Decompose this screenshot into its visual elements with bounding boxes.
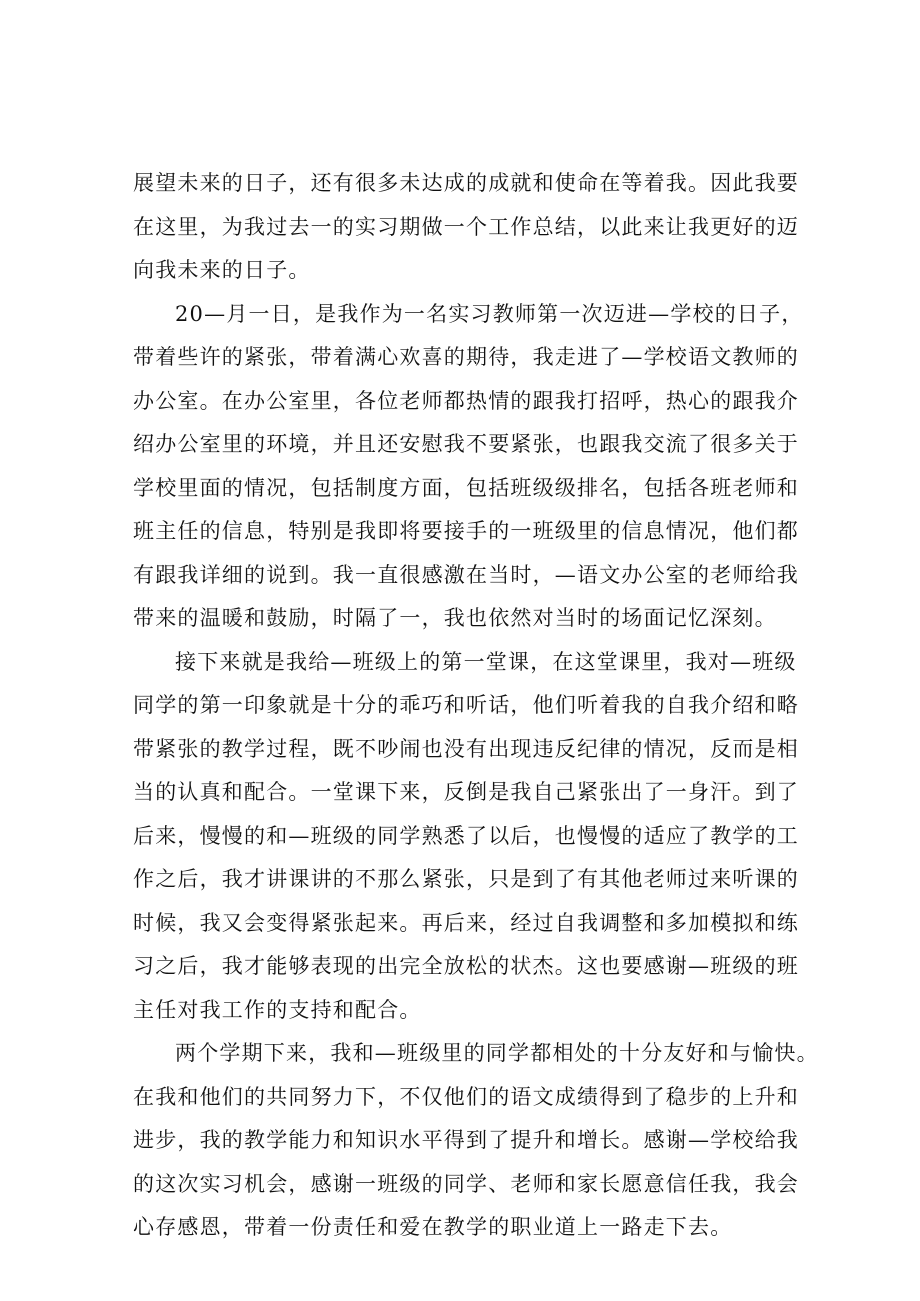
text-line: 的这次实习机会，感谢一班级的同学、老师和家长愿意信任我，我会 xyxy=(133,1171,799,1196)
text-line: 心存感恩，带着一份责任和爱在教学的职业道上一路走下去。 xyxy=(133,1215,733,1239)
paragraph-first-line: 20—月一日，是我作为一名实习教师第一次迈进—学校的日子， xyxy=(175,301,804,326)
text-line: 在我和他们的共同努力下，不仅他们的语文成绩得到了稳步的上升和 xyxy=(133,1084,799,1109)
text-line: 进步，我的教学能力和知识水平得到了提升和增长。感谢—学校给我 xyxy=(133,1128,799,1152)
text-line: 绍办公室里的环境，并且还安慰我不要紧张，也跟我交流了很多关于 xyxy=(133,432,799,456)
document-body xyxy=(133,162,819,1250)
text-line: 带来的温暖和鼓励，时隔了一，我也依然对当时的场面记忆深刻。 xyxy=(133,606,777,630)
text-line: 带紧张的教学过程，既不吵闹也没有出现违反纪律的情况，反而是相 xyxy=(133,736,799,761)
text-line: 后来，慢慢的和—班级的同学熟悉了以后，也慢慢的适应了教学的工 xyxy=(133,823,799,848)
text-line: 时候，我又会变得紧张起来。再后来，经过自我调整和多加模拟和练 xyxy=(133,910,799,935)
text-line: 有跟我详细的说到。我一直很感激在当时，—语文办公室的老师给我 xyxy=(133,562,799,587)
text-line: 在这里，为我过去一的实习期做一个工作总结，以此来让我更好的迈 xyxy=(133,214,799,239)
text-line: 作之后，我才讲课讲的不那么紧张，只是到了有其他老师过来听课的 xyxy=(133,867,799,891)
text-line: 学校里面的情况，包括制度方面，包括班级级排名，包括各班老师和 xyxy=(133,475,799,500)
text-line: 习之后，我才能够表现的出完全放松的状杰。这也要感谢—班级的班 xyxy=(133,954,799,978)
text-line: 主任对我工作的支持和配合。 xyxy=(133,997,422,1022)
text-line: 办公室。在办公室里，各位老师都热情的跟我打招呼，热心的跟我介 xyxy=(133,388,799,413)
text-line: 向我未来的日子。 xyxy=(133,258,311,282)
text-line: 展望未来的日子，还有很多未达成的成就和使命在等着我。因此我要 xyxy=(133,171,799,195)
paragraph-first-line: 接下来就是我给—班级上的第一堂课，在这堂课里，我对—班级 xyxy=(175,649,797,674)
text-line: 班主任的信息，特别是我即将要接手的一班级里的信息情况，他们都 xyxy=(133,519,799,543)
text-line: 当的认真和配合。一堂课下来，反倒是我自己紧张出了一身汗。到了 xyxy=(133,780,799,804)
text-line: 同学的第一印象就是十分的乖巧和听话，他们听着我的自我介绍和略 xyxy=(133,693,799,717)
text-line: 带着些许的紧张，带着满心欢喜的期待，我走进了—学校语文教师的 xyxy=(133,345,799,369)
paragraph-first-line: 两个学期下来，我和—班级里的同学都相处的十分友好和与愉快。 xyxy=(175,1041,819,1065)
